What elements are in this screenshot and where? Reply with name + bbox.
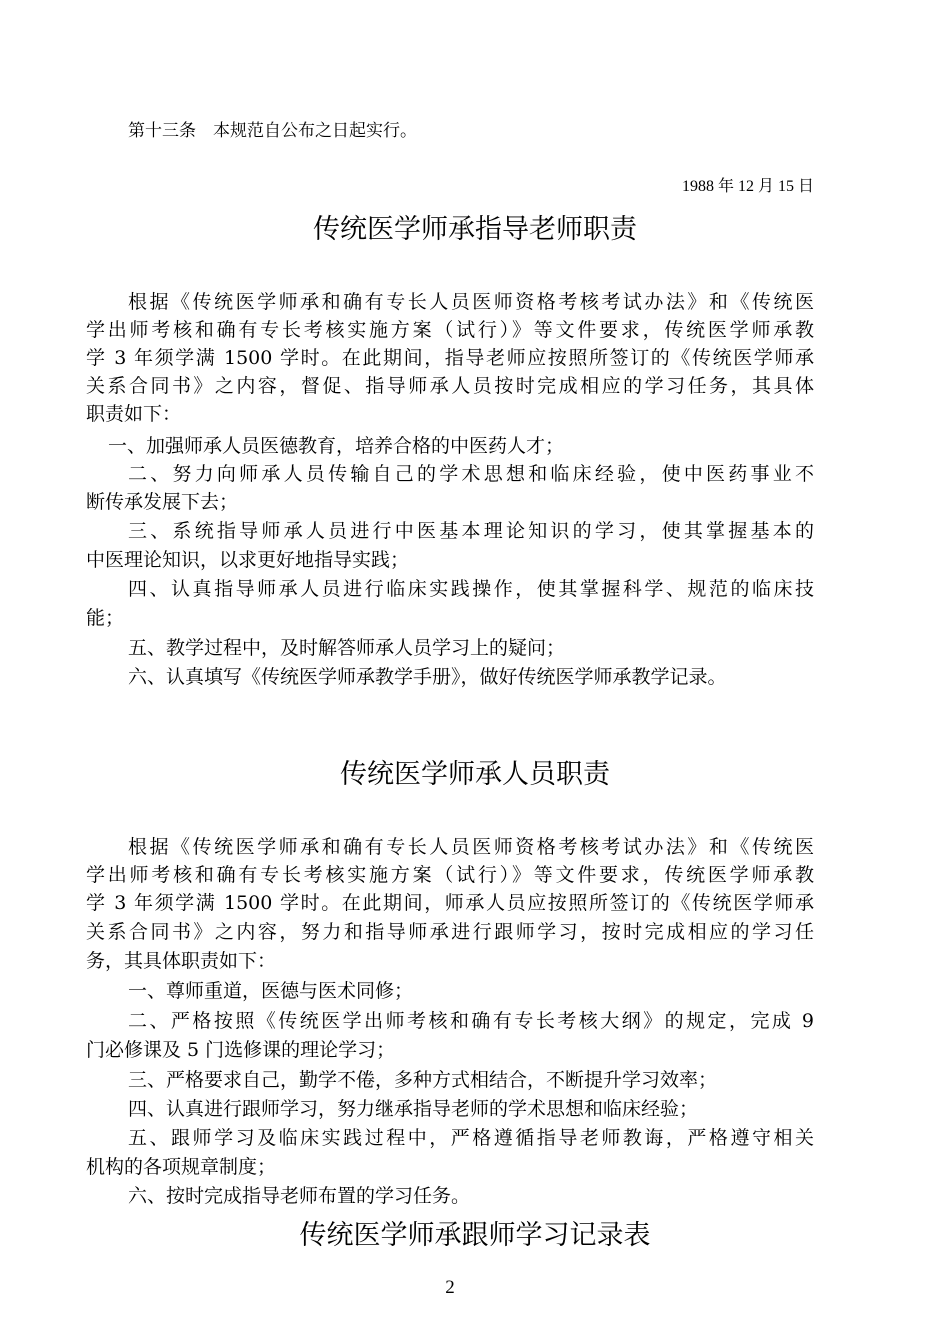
section2-item: 二、严格按照《传统医学出师考核和确有专长考核大纲》的规定，完成 9 [128,1010,814,1032]
section1-item-continued: 断传承发展下去； [86,491,239,513]
section1-item: 六、认真填写《传统医学师承教学手册》，做好传统医学师承教学记录。 [128,666,727,688]
section-title-teacher-duties: 传统医学师承指导老师职责 [313,214,637,245]
section1-intro-line: 学出师考核和确有专长考核实施方案（试行）》等文件要求，传统医学师承教 [86,319,814,341]
section-title-apprentice-duties: 传统医学师承人员职责 [340,759,610,790]
section2-intro-line: 学出师考核和确有专长考核实施方案（试行）》等文件要求，传统医学师承教 [86,864,814,886]
section2-intro-line: 学 3 年须学满 1500 学时。在此期间，师承人员应按照所签订的《传统医学师承 [86,892,814,914]
section2-item: 一、尊师重道，医德与医术同修； [128,980,414,1002]
section1-intro-line: 学 3 年须学满 1500 学时。在此期间，指导老师应按照所签订的《传统医学师承 [86,347,814,369]
section1-item: 一、加强师承人员医德教育，培养合格的中医药人才； [108,435,565,457]
section2-item-continued: 机构的各项规章制度； [86,1156,277,1178]
section1-item: 三、系统指导师承人员进行中医基本理论知识的学习，使其掌握基本的 [128,520,814,542]
section2-item: 四、认真进行跟师学习，努力继承指导老师的学术思想和临床经验； [128,1098,699,1120]
section1-item-continued: 能； [86,607,125,629]
page-number: 2 [445,1277,455,1298]
section2-intro-line: 务，其具体职责如下： [86,950,277,972]
section2-intro-line: 根据《传统医学师承和确有专长人员医师资格考核考试办法》和《传统医 [128,836,814,858]
article-13: 第十三条 本规范自公布之日起实行。 [128,121,417,141]
section1-intro-line: 关系合同书》之内容，督促、指导师承人员按时完成相应的学习任务，其具体 [86,375,814,397]
section1-intro-line: 根据《传统医学师承和确有专长人员医师资格考核考试办法》和《传统医 [128,291,814,313]
section2-item: 六、按时完成指导老师布置的学习任务。 [128,1185,471,1207]
section1-item: 四、认真指导师承人员进行临床实践操作，使其掌握科学、规范的临床技 [128,578,814,600]
section2-item: 五、跟师学习及临床实践过程中，严格遵循指导老师教诲，严格遵守相关 [128,1127,814,1149]
section2-item-continued: 门必修课及 5 门选修课的理论学习； [86,1039,396,1061]
document-date: 1988 年 12 月 15 日 [681,178,814,195]
section1-item: 二、努力向师承人员传输自己的学术思想和临床经验，使中医药事业不 [128,463,814,485]
section1-item: 五、教学过程中，及时解答师承人员学习上的疑问； [128,637,566,659]
section-title-study-record: 传统医学师承跟师学习记录表 [299,1220,651,1251]
section1-item-continued: 中医理论知识，以求更好地指导实践； [86,549,410,571]
section2-intro-line: 关系合同书》之内容，努力和指导师承进行跟师学习，按时完成相应的学习任 [86,921,814,943]
section2-item: 三、严格要求自己，勤学不倦，多种方式相结合，不断提升学习效率； [128,1069,718,1091]
section1-intro-line: 职责如下： [86,403,182,425]
